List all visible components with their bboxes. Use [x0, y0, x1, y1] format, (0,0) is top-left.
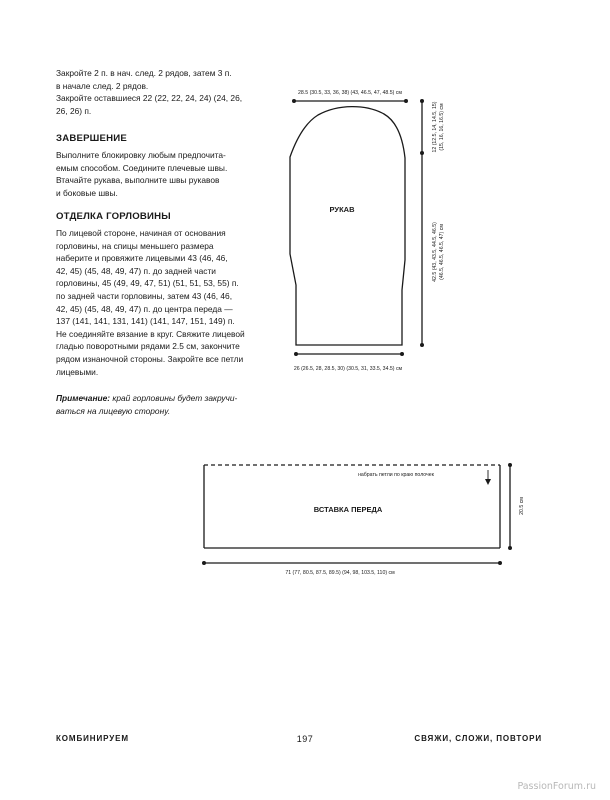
finishing-line: и боковые швы.	[56, 187, 118, 198]
down-arrow-icon	[485, 479, 491, 485]
sleeve-label: РУКАВ	[329, 205, 355, 214]
intro-line: в начале след. 2 рядов.	[56, 80, 149, 91]
sleeve-cap-height: 12 (12.5, 14, 14.5, 15)	[432, 101, 438, 153]
page-number: 197	[296, 734, 314, 744]
neckband-line: 42, 45) (45, 48, 49, 47) п. до центра переда —	[56, 303, 233, 314]
footer-right: СВЯЖИ, СЛОЖИ, ПОВТОРИ	[414, 734, 542, 743]
front-insert-width: 71 (77, 80.5, 87.5, 89.5) (94, 98, 103.5, 110) см	[285, 570, 395, 576]
sleeve-length: (46.5, 46.5, 46.5, 47) см	[439, 224, 445, 280]
note-text: ваться на лицевую сторону.	[56, 405, 171, 416]
pickup-note: набрать петли по краю полочек	[358, 472, 434, 478]
sleeve-length: 42.5 (43, 43.5, 44.5, 46.5)	[432, 222, 438, 282]
sleeve-bottom-width: 26 (26.5, 28, 28.5, 30) (30.5, 31, 33.5, 34.5) см	[293, 366, 403, 372]
neckband-line: горловины, на спицы меньшего размера	[56, 240, 214, 251]
finishing-line: емым способом. Соедините плечевые швы.	[56, 162, 228, 173]
neckband-line: 42, 45) (45, 48, 49, 47) п. до задней части	[56, 265, 216, 276]
neckband-heading: ОТДЕЛКА ГОРЛОВИНЫ	[56, 211, 171, 222]
neckband-line: рядом изнаночной стороны. Закройте все петли	[56, 353, 244, 364]
intro-line: Закройте 2 п. в нач. след. 2 рядов, затем 3 п.	[56, 68, 232, 78]
neckband-line: по задней части горловины, затем 43 (46, 46,	[56, 290, 233, 301]
neckband-line: горловины, 45 (49, 49, 47, 51) (51, 51, 53, 55) п.	[56, 278, 239, 289]
neckband-line: лицевыми.	[56, 366, 99, 377]
finishing-line: Выполните блокировку любым предпочита-	[56, 150, 226, 160]
watermark: PassionForum.ru	[517, 781, 596, 792]
finishing-line: Втачайте рукава, выполните швы рукавов	[56, 175, 220, 186]
neckband-line: гладью поворотными рядами 2.5 см, закончите	[56, 341, 240, 352]
note-label: Примечание:	[56, 393, 111, 403]
sleeve-top-width: 28.5 (30.5, 33, 36, 38) (43, 46.5, 47, 48.5) см	[298, 90, 402, 96]
footer-left: КОМБИНИРУЕМ	[56, 734, 129, 743]
finishing-heading: ЗАВЕРШЕНИЕ	[56, 133, 127, 144]
note-text: край горловины будет закручи-	[110, 393, 238, 403]
neckband-line: 137 (141, 141, 131, 141) (141, 147, 151, 149) п.	[56, 316, 235, 327]
neckband-line: Не соединяйте вязание в круг. Свяжите лицевой	[56, 328, 245, 339]
intro-line: Закройте оставшиеся 22 (22, 22, 24, 24) (24, 26,	[56, 93, 243, 104]
front-insert-height: 20.5 см	[519, 497, 525, 515]
intro-line: 26, 26) п.	[56, 105, 92, 116]
neckband-line: наберите и провяжите лицевыми 43 (46, 46,	[56, 253, 228, 264]
sleeve-cap-height: (15, 16, 16, 16.5) см	[439, 103, 445, 151]
neckband-line: По лицевой стороне, начиная от основания	[56, 228, 226, 238]
front-insert-label: ВСТАВКА ПЕРЕДА	[313, 505, 383, 514]
